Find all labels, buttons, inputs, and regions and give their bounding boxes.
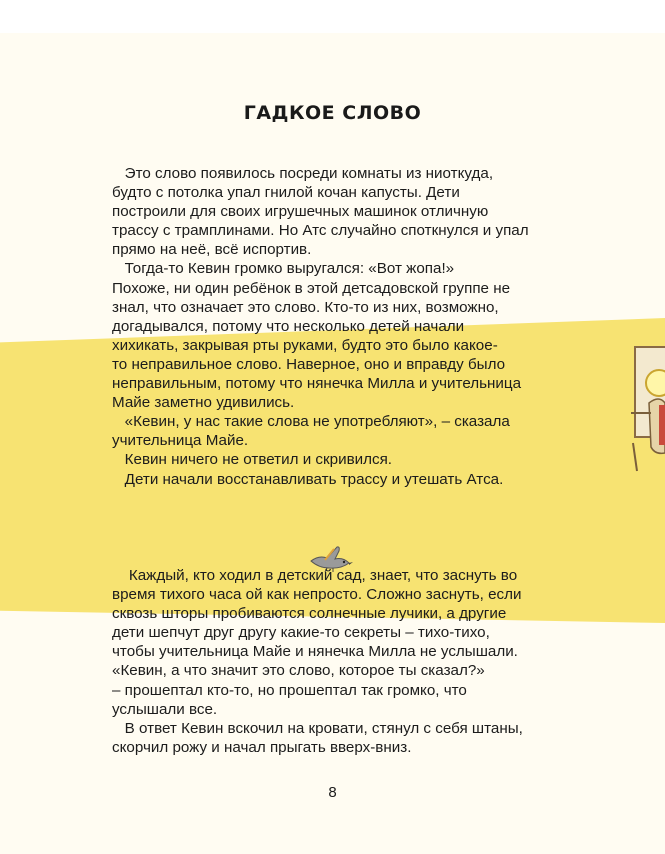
text-line: хихикать, закрывая рты руками, будто это было какое-	[112, 336, 498, 354]
text-line: прямо на неё, всё испортив.	[112, 241, 312, 259]
text-line: построили для своих игрушечных машинок отличную	[112, 203, 489, 221]
page-title: ГАДКОЕ СЛОВО	[243, 102, 422, 124]
text-line: чтобы учительница Майе и нянечка Милла не услышали.	[112, 643, 518, 661]
text-line: Каждый, кто ходил в детский сад, знает, что заснуть во	[112, 567, 518, 584]
text-line: Тогда-то Кевин громко выругался: «Вот жопа!»	[112, 260, 455, 278]
text-line: трассу с трамплинами. Но Атс случайно споткнулся и упал	[112, 222, 529, 240]
child-drawing-illustration	[629, 343, 665, 473]
text-line: время тихого часа ой как непросто. Сложно заснуть, если	[112, 586, 522, 604]
text-line: Это слово появилось посреди комнаты из ниоткуда,	[112, 165, 494, 182]
text-line: учительница Майе.	[112, 432, 249, 450]
text-line: «Кевин, у нас такие слова не употребляют», – сказала	[112, 413, 510, 431]
text-line: услышали все.	[112, 700, 218, 718]
text-line: Дети начали восстанавливать трассу и утешать Атса.	[112, 470, 504, 488]
top-margin	[0, 0, 665, 33]
text-line: Майе заметно удивились.	[112, 394, 295, 412]
text-line: то неправильное слово. Наверное, оно и вправду было	[112, 355, 506, 373]
text-block-1	[112, 164, 552, 489]
text-line: неправильным, потому что нянечка Милла и учительница	[112, 375, 522, 393]
text-line: будто с потолка упал гнилой кочан капусты. Дети	[112, 184, 460, 202]
text-line: догадывался, потому что несколько детей начали	[112, 317, 465, 335]
text-line: Кевин ничего не ответил и скривился.	[112, 451, 393, 469]
text-line: дети шепчут друг другу какие-то секреты – тихо-тихо,	[112, 624, 490, 642]
text-line: скорчил рожу и начал прыгать вверх-вниз.	[112, 738, 412, 756]
text-block-2	[112, 566, 552, 757]
text-line: сквозь шторы пробиваются солнечные лучики, а другие	[112, 605, 507, 623]
text-line: знал, что означает это слово. Кто-то из них, возможно,	[112, 298, 499, 316]
text-line: «Кевин, а что значит это слово, которое ты сказал?»	[112, 662, 485, 680]
text-line: – прошептал кто-то, но прошептал так громко, что	[112, 681, 467, 699]
text-line: Похоже, ни один ребёнок в этой детсадовской группе не	[112, 279, 511, 297]
page-number: 8	[328, 784, 337, 801]
text-line: В ответ Кевин вскочил на кровати, стянул с себя штаны,	[112, 719, 523, 737]
